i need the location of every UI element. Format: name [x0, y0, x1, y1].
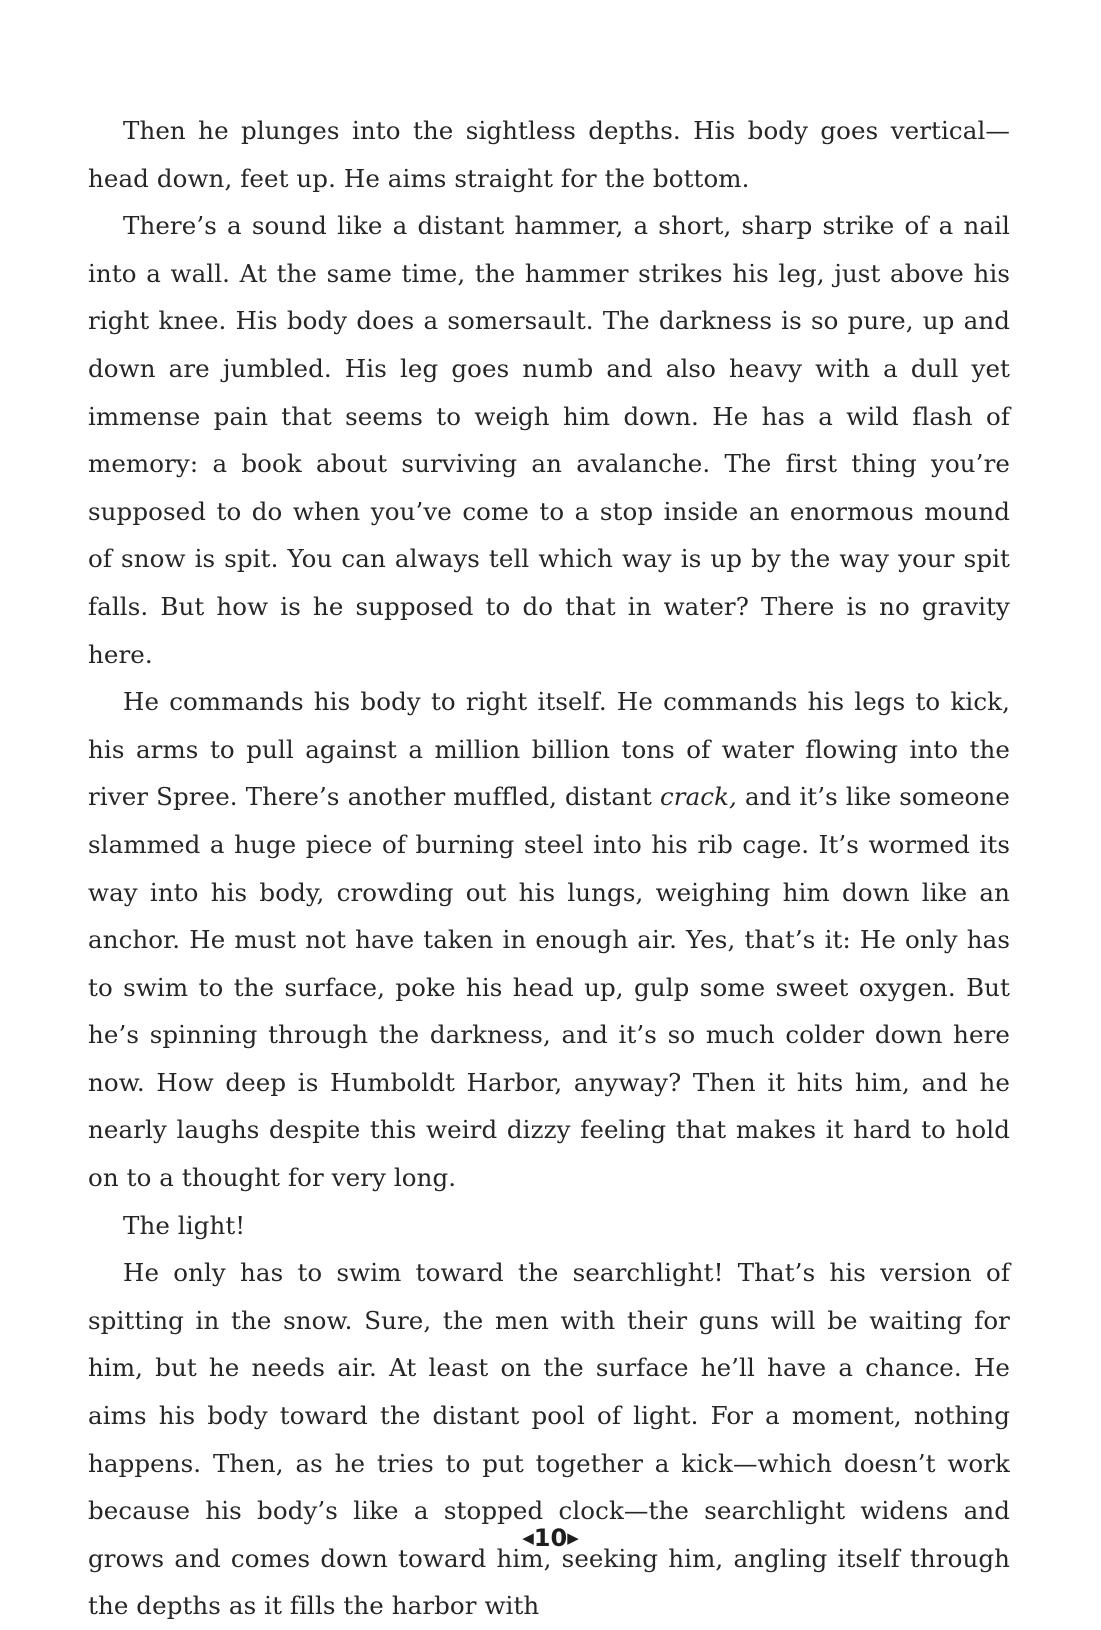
paragraph: Then he plunges into the sightless depths. His body goes vertical—head down, feet up. He aims straight for the bottom. — [88, 116, 1010, 193]
paragraph: There’s a sound like a distant hammer, a short, sharp strike of a nail into a wall. At the same time, the hammer strikes his leg, just above his right knee. His body does a somersault. The darkness is so pure, up and down are jumbled. His leg goes numb and also heavy with a dull yet immense pain that seems to weigh him down. He has a wild flash of memory: a book about surviving an avalanche. The first thing you’re supposed to do when you’ve come to a stop inside an enormous mound of snow is spit. You can always tell which way is up by the way your spit falls. But how is he supposed to do that in water? There is no gravity here. — [88, 211, 1010, 669]
paragraph: He only has to swim toward the searchlight! That’s his version of spitting in the snow. Sure, the men with their guns will be waiting for him, but he needs air. At least on the surface he’ll have a chance. He aims his body toward the distant pool of light. For a moment, nothing happens. Then, as he tries to put together a kick—which doesn’t work because his body’s like a stopped clock—the searchlight widens and grows and comes down toward him, seeking him, angling itself through the depths as it fills the harbor with — [88, 1258, 1010, 1621]
paragraph-text: He commands his body to right itself. He commands his legs to kick, his arms to pull against a million billion tons of water flowing into the river Spree. There’s another muffled, distant — [88, 687, 1010, 812]
paragraph: The light! — [123, 1210, 246, 1240]
right-triangle-icon: ▶ — [567, 1529, 579, 1547]
paragraph — [88, 678, 1010, 1202]
italic-word: crack, — [659, 782, 737, 812]
page-number — [0, 1523, 1101, 1553]
paragraph-text: and it’s like someone slammed a huge piece of burning steel into his rib cage. It’s wormed its way into his body, crowding out his lungs, weighing him down like an anchor. He must not have taken in enough air. Yes, that’s it: He only has to swim to the surface, poke his head up, gulp some sweet oxygen. But he’s spinning through the darkness, and it’s so much colder down here now. How deep is Humboldt Harbor, anyway? Then it hits him, and he nearly laughs despite this weird dizzy feeling that makes it hard to hold on to a thought for very long. — [88, 782, 1010, 1193]
page-text — [88, 107, 1010, 1630]
left-triangle-icon: ◀ — [522, 1529, 534, 1547]
page-number-value: 10 — [533, 1524, 568, 1552]
